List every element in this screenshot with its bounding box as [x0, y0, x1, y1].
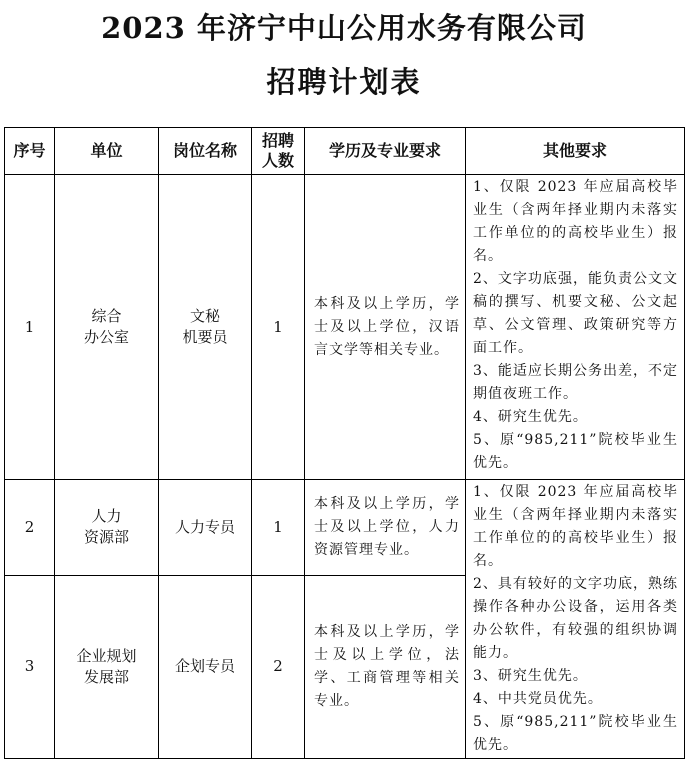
row3-unit-line1: 企业规划	[76, 646, 137, 665]
header-education: 学历及专业要求	[305, 128, 466, 175]
row3-position: 企划专员	[159, 575, 252, 758]
header-unit: 单位	[55, 128, 159, 175]
row1-unit-line1: 综合	[91, 307, 122, 325]
header-other: 其他要求	[466, 128, 685, 175]
header-no: 序号	[5, 128, 55, 175]
other-requirements-2	[466, 480, 685, 759]
row2-unit-line2: 资源部	[83, 528, 129, 547]
table-row	[5, 175, 685, 480]
row2-unit	[55, 480, 159, 576]
row3-no: 3	[5, 575, 55, 758]
row1-position-line2: 机要员	[182, 328, 228, 346]
other-1-item: 1、仅限 2023 年应届高校毕业生（含两年择业期内未落实工作单位的的高校毕业生）报名。	[473, 179, 678, 264]
table-row	[5, 480, 685, 576]
page-subtitle: 招聘计划表	[266, 65, 422, 99]
row2-position: 人力专员	[159, 480, 252, 576]
other-2-item: 2、具有较好的文字功底，熟练操作各种办公设备，运用各类办公软件，有较强的组织协调能力。	[473, 576, 678, 661]
row1-count: 1	[252, 175, 305, 480]
row1-position	[159, 175, 252, 480]
row3-unit	[55, 575, 159, 758]
other-2-item: 1、仅限 2023 年应届高校毕业生（含两年择业期内未落实工作单位的的高校毕业生）报名。	[473, 484, 678, 569]
row2-education: 本科及以上学历，学士及以上学位，人力资源管理专业。	[305, 480, 466, 576]
other-1-item: 5、原“985,211”院校毕业生优先。	[473, 432, 678, 471]
other-2-item: 4、中共党员优先。	[473, 691, 603, 707]
row3-education: 本科及以上学历，学士及以上学位，法学、工商管理等相关专业。	[305, 575, 466, 758]
header-count	[252, 128, 305, 175]
other-2-item: 3、研究生优先。	[473, 668, 588, 684]
other-2-item: 5、原“985,211”院校毕业生优先。	[473, 714, 678, 753]
recruitment-table	[4, 127, 685, 759]
row1-unit	[55, 175, 159, 480]
row1-no: 1	[5, 175, 55, 480]
row3-unit-line2: 发展部	[83, 667, 129, 686]
other-1-item: 3、能适应长期公务出差，不定期值夜班工作。	[473, 363, 678, 402]
row2-count: 1	[252, 480, 305, 576]
row1-position-line1: 文秘	[189, 307, 220, 325]
table-header-row	[5, 128, 685, 175]
row3-count: 2	[252, 575, 305, 758]
header-count-line1: 招聘	[261, 131, 294, 150]
other-requirements-1	[466, 175, 685, 480]
row2-unit-line1: 人力	[91, 507, 122, 526]
row2-no: 2	[5, 480, 55, 576]
header-count-line2: 人数	[261, 151, 294, 170]
header-position: 岗位名称	[159, 128, 252, 175]
row1-unit-line2: 办公室	[83, 328, 129, 346]
page-title: 2023 年济宁中山公用水务有限公司	[101, 11, 587, 45]
row1-education: 本科及以上学历，学士及以上学位，汉语言文学等相关专业。	[305, 175, 466, 480]
other-1-item: 4、研究生优先。	[473, 409, 588, 425]
other-1-item: 2、文字功底强，能负责公文文稿的撰写、机要文秘、公文起草、公文管理、政策研究等方面工作。	[473, 271, 678, 356]
